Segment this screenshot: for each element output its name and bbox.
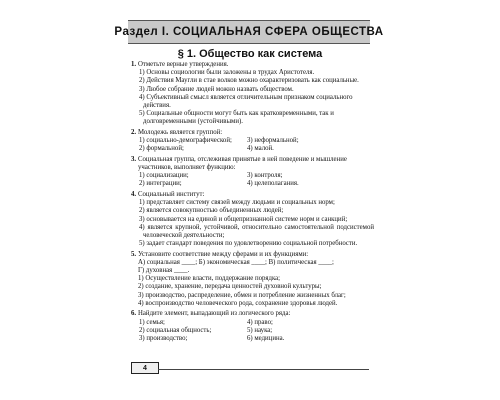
option: 3) контроля; — [247, 172, 283, 180]
list-item: 3) Любое собрание людей можно назвать обществом. — [139, 85, 294, 93]
option: 1) семья; — [139, 318, 165, 326]
task-prompt: Отметьте верные утверждения. — [138, 61, 229, 68]
task-number: 3. — [131, 155, 137, 163]
list-item: 4) воспроизводство человеческого рода, сохранение здоровья людей. — [138, 299, 338, 307]
option: 2) социальная общность; — [139, 326, 212, 334]
task-prompt: Найдите элемент, выпадающий из логического ряда: — [138, 310, 291, 318]
task-prompt: Социальная группа, отслеживая принятые в ней поведение и мышление участников, выполняет функцию: — [138, 155, 347, 172]
task-5 — [131, 251, 374, 308]
task-3 — [131, 156, 374, 189]
option: 2) интеграции; — [139, 180, 182, 188]
option: 3) неформальной; — [247, 137, 299, 145]
option: 6) медицина. — [247, 334, 285, 342]
option: 3) производство; — [139, 334, 188, 342]
task-2 — [131, 129, 374, 154]
task-4 — [131, 191, 374, 248]
task-1 — [131, 61, 374, 127]
list-item: 2) Действия Маугли в стае волков можно охарактеризовать как социальные. — [139, 77, 359, 85]
task-number: 1. — [131, 61, 137, 68]
option: 4) малой. — [247, 145, 274, 153]
option: 2) формальной; — [139, 145, 184, 153]
page-number: 4 — [131, 362, 159, 374]
list-item: 3) основывается на единой и общепризнанной системе норм и санкций; — [139, 215, 348, 223]
footer-divider — [158, 369, 369, 370]
task-number: 2. — [131, 128, 137, 136]
option: 4) право; — [247, 318, 273, 326]
list-item: 4) является крупной, устойчивой, относительно самостоятельной подсистемой человеческой деятельности; — [139, 223, 374, 239]
section-title: Раздел I. СОЦИАЛЬНАЯ СФЕРА ОБЩЕСТВА — [128, 20, 370, 44]
option: 1) социализации; — [139, 172, 189, 180]
list-item: 4) Субъективный смысл является отличительным признаком социального действия. — [139, 93, 353, 110]
list-item: 2) создание, хранение, передача ценностей духовной культуры; — [138, 283, 322, 291]
list-item: 5) задает стандарт поведения по удовлетворению социальной потребности. — [139, 240, 358, 248]
spheres-line: Г) духовная ____. — [138, 267, 190, 275]
tasks-content — [131, 61, 374, 345]
task-prompt: Социальный институт: — [138, 190, 205, 198]
option: 5) наука; — [247, 326, 273, 334]
subsection-title: § 1. Общество как система — [177, 48, 323, 60]
list-item: 1) Осуществление власти, поддержание порядка; — [138, 275, 281, 283]
list-item: 1) представляет систему связей между людьми и социальных норм; — [139, 199, 335, 207]
option: 4) целеполагания. — [247, 180, 299, 188]
task-number: 4. — [131, 190, 137, 198]
spheres-line: А) социальная ____; Б) экономическая ____; В) политическая ____; — [138, 258, 334, 266]
list-item: 1) Основы социологии были заложены в трудах Аристотеля. — [139, 69, 315, 77]
option: 1) социально-демографической; — [139, 137, 232, 145]
list-item: 5) Социальные общности могут быть как кратковременными, так и долговременными (устойчивыми). — [139, 110, 334, 126]
list-item: 2) является совокупностью объединенных людей; — [139, 207, 284, 215]
task-6 — [131, 310, 374, 343]
task-prompt: Установите соответствие между сферами и их функциями: — [138, 250, 309, 258]
task-prompt: Молодежь является группой: — [138, 128, 223, 136]
task-number: 5. — [131, 250, 137, 258]
task-number: 6. — [131, 310, 137, 318]
list-item: 3) производство, распределение, обмен и потребление жизненных благ; — [138, 291, 346, 299]
